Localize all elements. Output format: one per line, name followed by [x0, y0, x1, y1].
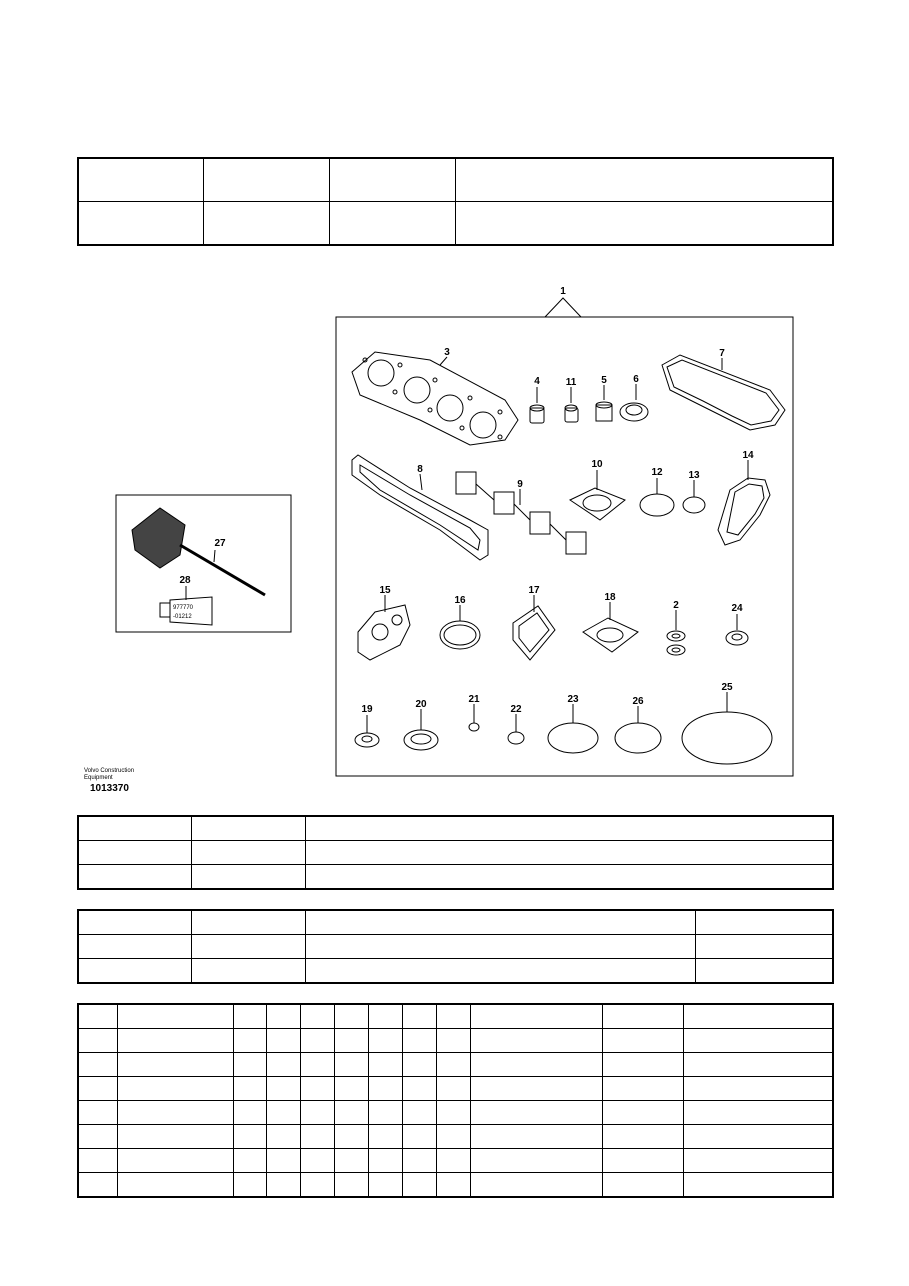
tube-label-line1: 977770 [173, 605, 194, 611]
table-row [79, 841, 833, 865]
sleeve-5-part [596, 402, 612, 421]
oring-26-part [615, 723, 661, 753]
table-row [79, 935, 833, 959]
callout-11: 11 [565, 377, 577, 388]
manufacturer-caption: Volvo Construction Equipment [84, 768, 135, 781]
ring-16-part [440, 621, 480, 649]
table-row [79, 1173, 833, 1197]
table-row [79, 1053, 833, 1077]
washer-24-part [726, 631, 748, 645]
callout-18: 18 [604, 592, 616, 603]
callout-1: 1 [560, 286, 566, 297]
illustration-code: 1013370 [90, 783, 129, 794]
callout-2: 2 [673, 600, 679, 611]
reference-table [78, 816, 833, 889]
callout-3: 3 [444, 347, 450, 358]
callout-13: 13 [688, 470, 700, 481]
table-row [79, 1101, 833, 1125]
callout-28: 28 [179, 575, 191, 586]
callout-12: 12 [651, 467, 663, 478]
seal-ring-6-part [620, 403, 648, 421]
callout-15: 15 [379, 585, 391, 596]
callout-17: 17 [528, 585, 540, 596]
tube-label-line2: -01212 [173, 614, 192, 620]
valve-cover-gasket-part [662, 355, 785, 430]
oring-25-part [682, 712, 772, 764]
washer-pair-2-part [667, 631, 685, 655]
callout-14: 14 [742, 450, 754, 461]
callout-6: 6 [633, 374, 639, 385]
parts-list-table [78, 1004, 833, 1197]
seal-20-part [404, 730, 438, 750]
oring-13-part [683, 497, 705, 513]
cylinder-head-gasket-part [352, 352, 518, 445]
callout-7: 7 [719, 348, 725, 359]
water-pump-gasket-part [718, 478, 770, 545]
table-row [79, 1029, 833, 1053]
callout-10: 10 [591, 459, 603, 470]
cover-gasket-15-part [358, 605, 410, 660]
callout-25: 25 [721, 682, 733, 693]
callout-26: 26 [632, 696, 644, 707]
callout-24: 24 [731, 603, 743, 614]
flange-gasket-10-part [570, 488, 625, 520]
callout-27: 27 [214, 538, 226, 549]
table-row [79, 817, 833, 841]
oring-22-part [508, 732, 524, 744]
callout-16: 16 [454, 595, 466, 606]
tool-frame [116, 495, 291, 632]
valve-seal-4-part [530, 405, 544, 423]
kit-bracket [545, 298, 581, 317]
callout-21: 21 [468, 694, 480, 705]
callout-20: 20 [415, 699, 427, 710]
callout-9: 9 [517, 479, 523, 490]
brush-27-part [132, 508, 265, 595]
valve-seal-11-part [565, 405, 578, 422]
table-row [79, 865, 833, 889]
callout-5: 5 [601, 375, 607, 386]
callout-19: 19 [361, 704, 373, 715]
model-table [78, 910, 833, 983]
table-row [79, 1005, 833, 1029]
table-row [79, 1125, 833, 1149]
callout-8: 8 [417, 464, 423, 475]
flange-gasket-18-part [583, 618, 638, 652]
oring-23-part [548, 723, 598, 753]
table-row [79, 1149, 833, 1173]
oring-21-part [469, 723, 479, 731]
washer-19-part [355, 733, 379, 747]
callout-22: 22 [510, 704, 522, 715]
table-row [79, 911, 833, 935]
cover-gasket-17-part [513, 606, 555, 660]
callout-4: 4 [534, 376, 540, 387]
table-row [79, 959, 833, 983]
oring-12-part [640, 494, 674, 516]
callout-23: 23 [567, 694, 579, 705]
table-row [79, 1077, 833, 1101]
